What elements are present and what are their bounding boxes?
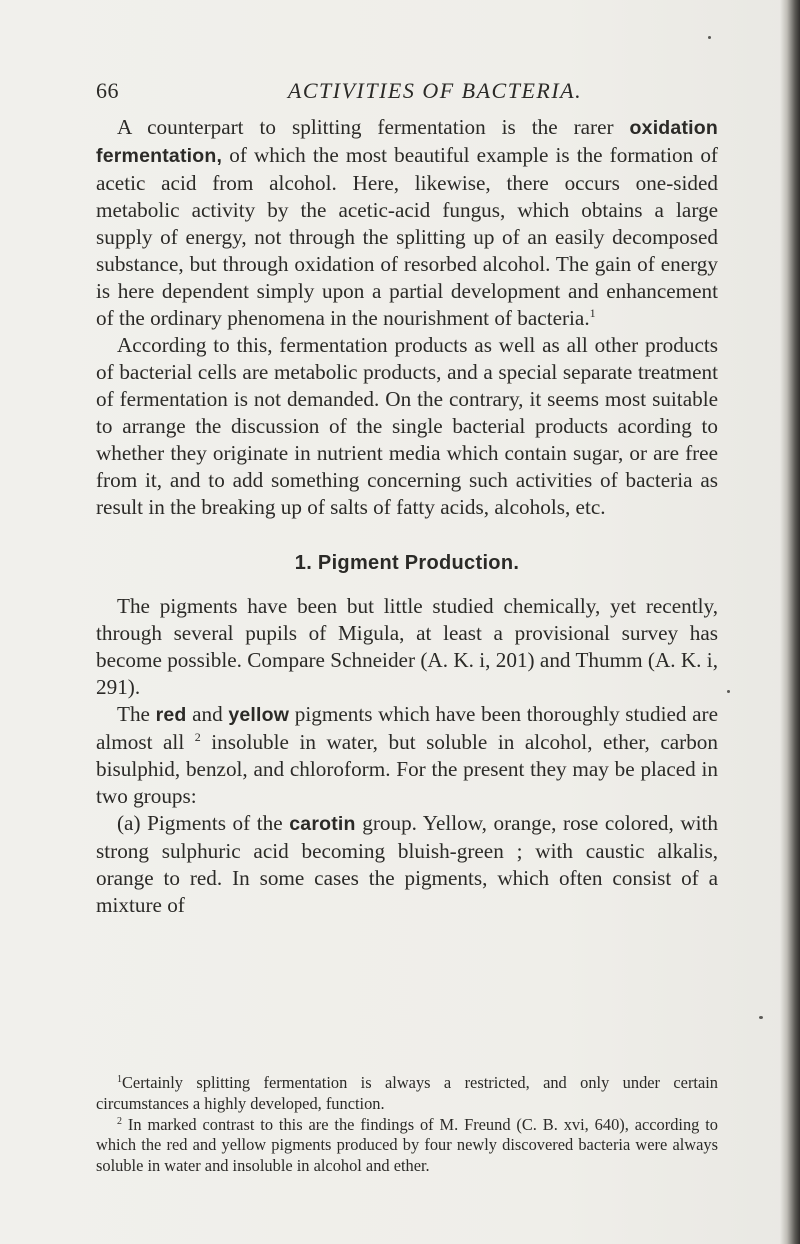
body-text <box>96 114 718 919</box>
footnote-mark: 2 <box>117 1115 122 1127</box>
footnote-text: In marked contrast to this are the findings of M. Freund (C. B. xvi, 640), according to which the red and yellow pigments produced by four newly discovered bacteria were always soluble in water and insoluble in alcohol and ether. <box>96 1114 718 1176</box>
text-run: of which the most beautiful example is the formation of acetic acid from alcohol. Here, likewise, there occurs one-sided metabolic activity by the acetic-acid fungus, which obtains a large supply of energy, not through the splitting up of an easily decomposed substance, but through oxidation of resorbed alcohol. The gain of energy is here dependent simply upon a partial development and enhancement of the ordinary phenomena in the nourishment of bacteria. <box>96 143 718 330</box>
print-speck <box>708 36 711 39</box>
text-run: and <box>186 702 229 726</box>
text-run: (A. K. i, 201) and Thumm (A. K. i, 291). <box>96 648 718 699</box>
print-speck <box>727 690 730 693</box>
text-run: (a) Pigments of the <box>117 811 290 835</box>
running-head: ACTIVITIES OF BACTERIA. <box>287 78 583 103</box>
section-heading: 1. Pigment Production. <box>294 552 520 574</box>
text-run: A counterpart to splitting fermentation is the rarer <box>117 115 630 139</box>
paragraph <box>96 114 718 332</box>
emphasized-term: oxidation fermentation, <box>96 117 718 167</box>
emphasized-term: yellow <box>228 704 290 726</box>
paragraph <box>96 701 718 810</box>
text-run: pigments which have been thoroughly studied are almost all <box>96 702 718 754</box>
footnote <box>96 1115 718 1177</box>
text-run: insoluble in water, but soluble in alcohol, ether, carbon bisulphid, benzol, and chloroform. For the present they may be placed in two groups: <box>96 730 718 808</box>
emphasized-term: red <box>155 704 187 726</box>
footnote-text: Certainly splitting fermentation is always a restricted, and only under certain circumstances a highly developed, function. <box>96 1073 718 1113</box>
print-speck <box>759 1016 763 1019</box>
author-name: Schneider <box>330 648 416 672</box>
page-header <box>96 78 718 106</box>
footnote-ref: 1 <box>589 306 596 320</box>
paragraph <box>96 810 718 919</box>
paragraph <box>96 593 718 701</box>
footnote-mark: 1 <box>117 1074 122 1085</box>
text-run: The pigments have been but little studied chemically, yet recently, through several pupils of Migula, at least a provisional survey has become possible. Compare <box>96 594 718 672</box>
text-run: group. Yellow, orange, rose colored, with strong sulphuric acid becoming bluish-green ; with caustic alkalis, orange to red. In some cases the pigments, which often consist of a mixture of <box>96 811 718 917</box>
text-run: The <box>117 702 156 726</box>
page-edge-shadow <box>780 0 800 1244</box>
footnote <box>96 1073 718 1115</box>
footnotes <box>96 1073 718 1177</box>
footnote-ref: 2 <box>194 730 201 744</box>
emphasized-term: carotin <box>289 813 356 835</box>
paragraph: According to this, fermentation products as well as all other products of bacterial cells are metabolic products, and a special separate treatment of fermentation is not demanded. On the contrary, it seems most suitable to arrange the discussion of the single bacterial products acording to whether they originate in nutrient media which contain sugar, or are free from it, and to add something concerning such activities of bacteria as result in the breaking up of salts of fatty acids, alcohols, etc. <box>96 333 718 519</box>
page-number: 66 <box>96 78 119 103</box>
